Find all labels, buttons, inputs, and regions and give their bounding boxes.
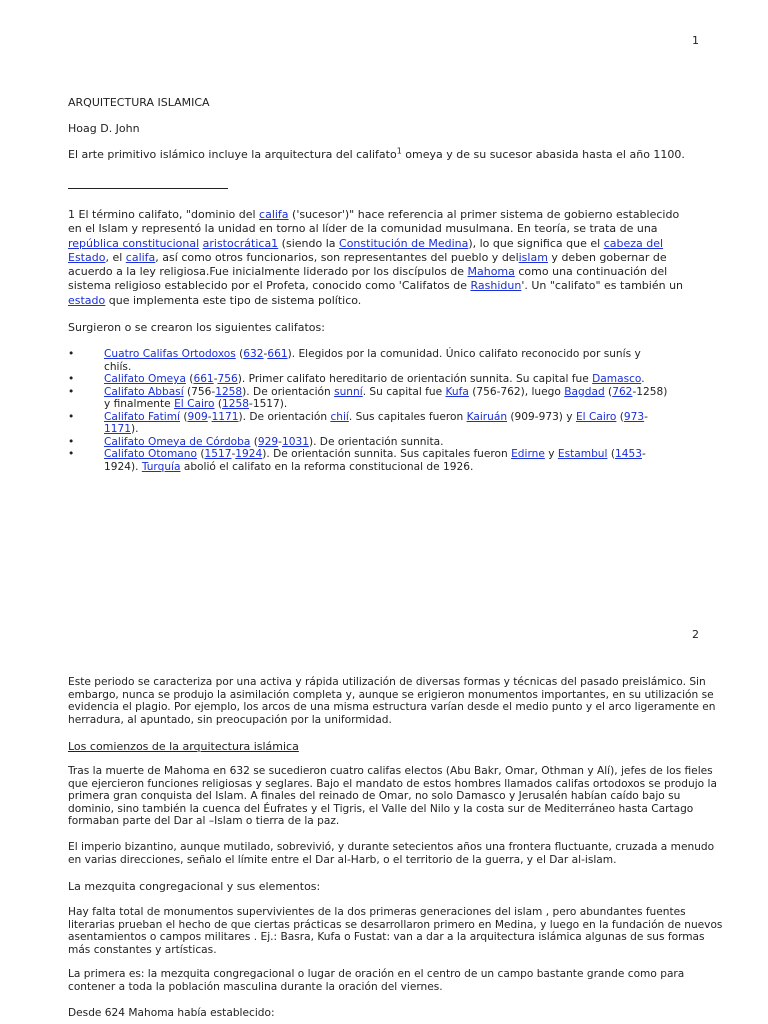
footnote-paragraph (68, 208, 694, 308)
footnote-text: El término califato, "dominio del (75, 208, 260, 221)
list-text: ). De orientación sunnita. Sus capitales fueron (262, 448, 512, 460)
bullet: • (68, 448, 75, 460)
list-link[interactable]: 661 (193, 373, 214, 385)
list-text: ). De orientación sunnita. (308, 435, 444, 448)
list-link[interactable]: Califato Otomano (104, 448, 197, 460)
list-link[interactable]: Califato Fatimí (104, 410, 180, 423)
list-text: - (231, 448, 236, 460)
list-link[interactable]: 1031 (281, 435, 309, 448)
paragraph-periodo: Este periodo se caracteriza por una activa y rápida utilización de diversas formas y técnicas del pasado preislámico. Sin embargo, nunca se produjo la asimilación completa y, aunque se erigieron monumentos importantes, en su utilización se evidencia el plagio. Por ejemplo, los arcos de una misma estructura varían desde el medio punto y el arco ligeramente en herradura, al apuntado, sin preocupación por la uniformidad. (68, 676, 716, 726)
paragraph-desde-624: Desde 624 Mahoma había establecido: (68, 1007, 275, 1019)
list-link[interactable]: 1171 (104, 423, 131, 435)
list-link[interactable]: 1258 (215, 385, 243, 398)
list-link[interactable]: 1171 (211, 410, 239, 423)
bullet: • (68, 410, 75, 423)
list-link[interactable]: El Cairo (575, 410, 617, 423)
footnote-text: , el (105, 250, 126, 264)
list-link[interactable]: 1517 (204, 448, 232, 460)
list-item (68, 386, 668, 411)
link-cabeza-estado[interactable]: cabeza del Estado (68, 236, 664, 264)
list-text: ( (604, 385, 613, 398)
link-rashidun[interactable]: Rashidun (470, 279, 522, 293)
list-item (68, 448, 668, 473)
list-item (68, 411, 668, 436)
footnote-separator (68, 188, 228, 189)
footnote-text: ('sucesor')" hace referencia al primer sistema de gobierno establecido en el Islam y representó la unidad en torno al líder de la comunidad musulmana. En teoría, se trata de una (68, 208, 680, 236)
list-text: y (544, 448, 558, 460)
author: Hoag D. John (68, 122, 140, 135)
list-link[interactable]: Bagdad (564, 385, 605, 398)
intro-paragraph (68, 148, 708, 161)
link-constitucion-medina[interactable]: Constitución de Medina (339, 236, 469, 250)
list-text: ). De orientación (242, 385, 335, 398)
list-link[interactable]: Califato Omeya de Córdoba (104, 435, 251, 448)
list-text: ( (235, 348, 244, 360)
list-link[interactable]: 909 (187, 410, 208, 423)
intro-text-after: omeya y de su sucesor abasida hasta el año 1100. (401, 148, 685, 161)
list-item (68, 436, 668, 449)
footnote-text: ), lo que significa que el (468, 236, 604, 250)
link-aristocratica[interactable]: aristocrática1 (202, 236, 279, 250)
list-text: ( (196, 448, 205, 460)
list-link[interactable]: chií (330, 410, 349, 423)
list-link[interactable]: Kairuán (466, 410, 508, 423)
list-link[interactable]: Edirne (511, 448, 545, 460)
link-mahoma[interactable]: Mahoma (467, 265, 515, 279)
list-link[interactable]: 1453 (614, 448, 642, 460)
list-item (68, 373, 668, 386)
paragraph-primera: La primera es: la mezquita congregacional o lugar de oración en el centro de un campo bastante grande como para contener a toda la población masculina durante la oración del viernes. (68, 968, 685, 993)
list-text: - (207, 410, 212, 423)
list-link[interactable]: 1258 (222, 398, 249, 410)
page-number-2: 2 (692, 628, 699, 641)
bullet: • (68, 348, 75, 360)
footnote-marker: 1 (68, 208, 75, 221)
list-item (68, 348, 668, 373)
list-text: (756-762), luego (468, 385, 565, 398)
list-text: ). De orientación (238, 410, 331, 423)
list-link[interactable]: 1924 (235, 448, 263, 460)
list-text: ). (130, 423, 139, 435)
list-text: - (213, 373, 218, 385)
list-text: - (644, 410, 648, 423)
list-intro: Surgieron o se crearon los siguientes califatos: (68, 321, 325, 334)
list-link[interactable]: Turquía (141, 460, 181, 473)
list-link[interactable]: Cuatro Califas Ortodoxos (104, 348, 236, 360)
heading-comienzos: Los comienzos de la arquitectura islámica (68, 740, 299, 753)
footnote-text: (siendo la (278, 236, 340, 250)
heading-mezquita: La mezquita congregacional y sus elementos: (68, 880, 321, 893)
list-text: -1258) y finalmente (104, 385, 668, 410)
caliphate-list (68, 348, 668, 473)
list-link[interactable]: 929 (257, 435, 279, 448)
list-text: . Su capital fue (362, 385, 446, 398)
list-link[interactable]: sunní (334, 385, 363, 398)
paragraph-monumentos: Hay falta total de monumentos supervivientes de la dos primeras generaciones del islam , pero abundantes fuentes literarias prueban el hecho de que ciertas prácticas se desarrollaron primero en Medina, y luego en la fundación de nuevos asentamientos o campos militares . Ej.: Basra, Kufa o Fustat: van a dar a la arquitectura islámica algunas de sus formas más constantes y artísticas. (68, 906, 723, 956)
list-text: ( (185, 373, 194, 385)
list-text: (756- (183, 385, 216, 398)
footnote-text: como una continuación del sistema religioso establecido por el Profeta, conocido como 'Califatos de (68, 265, 668, 293)
list-text: -1924). (104, 448, 646, 473)
intro-text-before: El arte primitivo islámico incluye la arquitectura del califato (68, 148, 397, 161)
footnote-text: y deben gobernar de acuerdo a la ley religiosa.Fue inicialmente liderado por los discípulos de (68, 250, 667, 279)
list-link[interactable]: Kufa (445, 385, 469, 398)
list-text: ( (250, 435, 258, 448)
link-islam[interactable]: islam (518, 250, 548, 264)
list-text: (909-973) y (507, 410, 576, 423)
document-title: ARQUITECTURA ISLAMICA (68, 96, 210, 109)
link-estado[interactable]: estado (68, 293, 106, 307)
bullet: • (68, 385, 75, 398)
bullet: • (68, 435, 75, 448)
link-republica-constitucional[interactable]: república constitucional (68, 236, 200, 250)
footnote-ref[interactable]: 1 (396, 146, 402, 156)
footnote-text: , así como otros funcionarios, son representantes del pueblo y del (155, 250, 519, 264)
list-link[interactable]: El Cairo (174, 398, 215, 410)
list-text: ( (616, 410, 624, 423)
list-link[interactable]: Califato Omeya (104, 373, 186, 385)
list-link[interactable]: 632 (243, 348, 264, 360)
list-text: ( (179, 410, 188, 423)
list-text: - (278, 435, 282, 448)
list-link[interactable]: 756 (217, 373, 238, 385)
list-text: - (263, 348, 268, 360)
list-text: ). Primer califato hereditario de orientación sunnita. Su capital fue (237, 373, 593, 385)
paragraph-bizantino: El imperio bizantino, aunque mutilado, sobrevivió, y durante setecientos años una frontera fluctuante, cruzada a menudo en varias direcciones, señalo el límite entre el Dar al-Harb, o el territorio de la guerra, y el Dar al-islam. (68, 841, 715, 866)
list-text: . (641, 373, 645, 385)
list-link[interactable]: 973 (623, 410, 645, 423)
list-link[interactable]: 661 (267, 348, 288, 360)
footnote-text: '. Un "califato" es también un (521, 279, 684, 293)
link-califa-2[interactable]: califa (125, 250, 156, 264)
list-text: ( (214, 398, 223, 410)
list-link[interactable]: 762 (612, 385, 633, 398)
bullet: • (68, 373, 75, 385)
list-text: ( (607, 448, 615, 460)
paragraph-califas: Tras la muerte de Mahoma en 632 se sucedieron cuatro califas electos (Abu Bakr, Omar, Othman y Alí), jefes de los fieles que ejercieron funciones religiosas y seglares. Bajo el mandato de estos hombres llamados califas ortodoxos se produjo la primera gran conquista del Islam. A finales del reinado de Omar, no solo Damasco y Jerusalén habían caído bajo su dominio, sino también la cuenca del Éufrates y el Tigris, el Valle del Nilo y la costa sur de Mediterráneo hasta Cartago formaban parte del Dar al –Islam o tierra de la paz. (68, 765, 717, 827)
list-text: abolió el califato en la reforma constitucional de 1926. (180, 460, 474, 473)
list-link[interactable]: Califato Abbasí (104, 385, 184, 398)
list-link[interactable]: Damasco (592, 373, 642, 385)
page-number-1: 1 (692, 34, 699, 47)
list-text: . Sus capitales fueron (348, 410, 467, 423)
list-text: -1517). (249, 398, 288, 410)
link-califa[interactable]: califa (259, 208, 289, 221)
list-text: ). Elegidos por la comunidad. Único califato reconocido por sunís y chiís. (104, 348, 641, 373)
footnote-text: que implementa este tipo de sistema político. (105, 293, 362, 307)
list-link[interactable]: Estambul (557, 448, 608, 460)
